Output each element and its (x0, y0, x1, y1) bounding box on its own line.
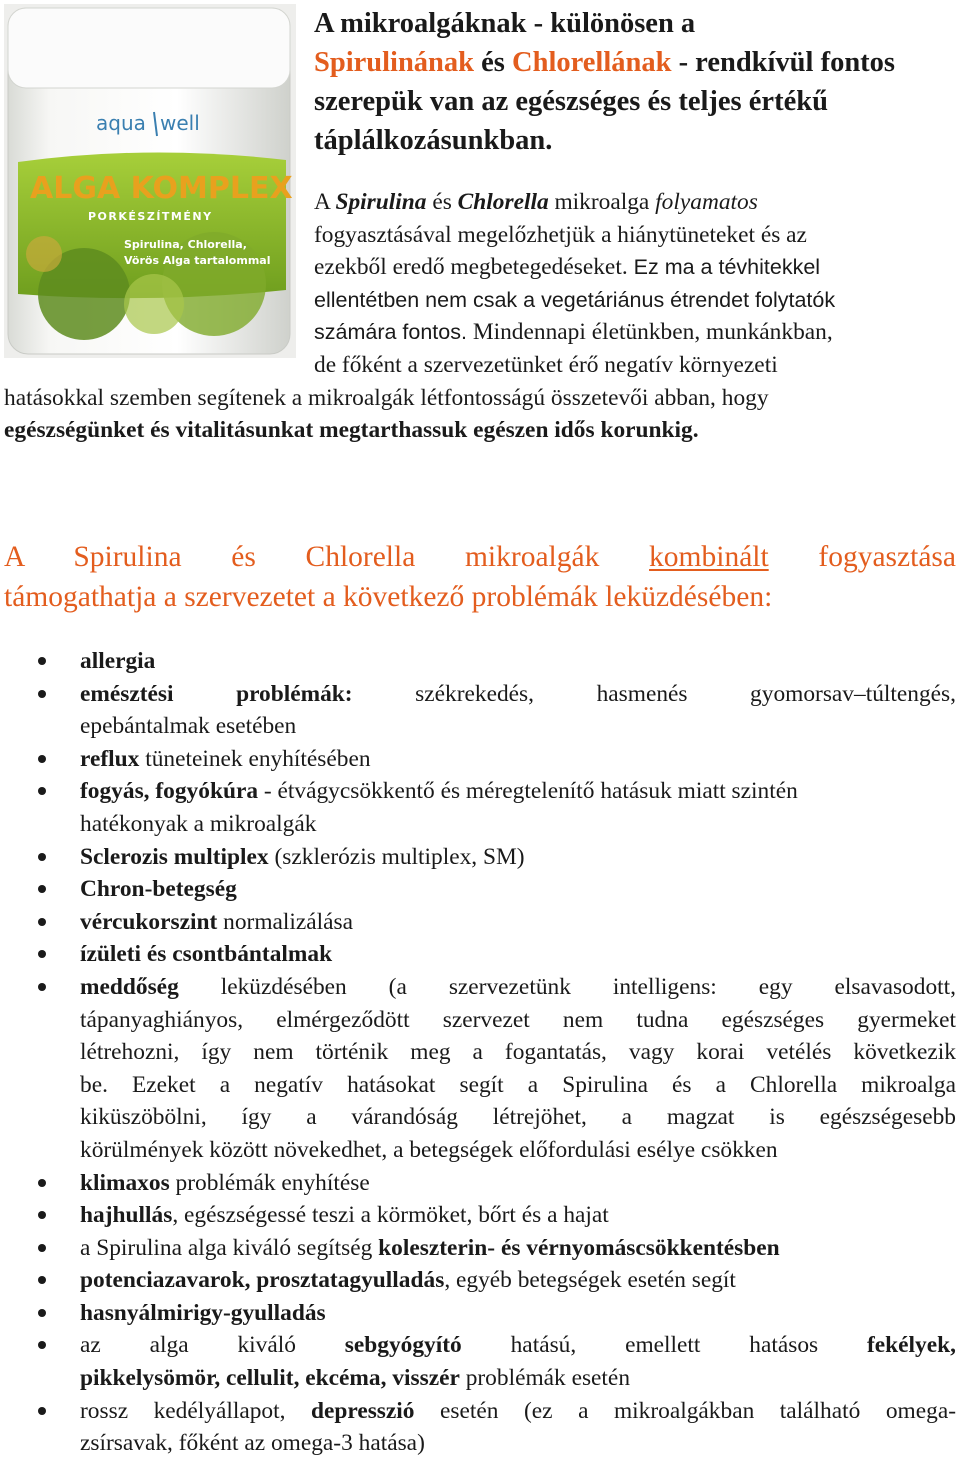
list-item: meddőség leküzdésében (a szervezetünk intelligens: egy elsavasodott, tápanyaghiányos, elmérgeződött szervezet nem tudna egészséges gyermeket létrehozni, így nem történik meg a fogantatás, vagy korai vetélés következik be. Ezeket a negatív hatásokat segít a Spirulina és a Chlorella mikroalga kiküszöbölni, így a várandóság létrejöhet, a magzat is egészségesebb körülmények között növekedhet, a betegségek előfordulási esélye csökken (0, 971, 956, 1167)
bullet-icon (38, 1309, 46, 1317)
list-item: Chron-betegség (0, 873, 956, 906)
bullet-icon (38, 657, 46, 665)
list-item: ízületi és csontbántalmak (0, 938, 956, 971)
list-item: hasnyálmirigy-gyulladás (0, 1297, 956, 1330)
bullet-icon (38, 1244, 46, 1252)
bullet-icon (38, 690, 46, 698)
list-item: emésztési problémák: székrekedés, hasmenés gyomorsav–túltengés, epebántalmak esetében (0, 678, 956, 743)
bullet-icon (38, 950, 46, 958)
bullet-icon (38, 1341, 46, 1349)
bullet-icon (38, 1179, 46, 1187)
bullet-icon (38, 1407, 46, 1415)
list-item: vércukorszint normalizálása (0, 906, 956, 939)
svg-text:well: well (160, 111, 200, 135)
bullet-icon (38, 983, 46, 991)
list-item: potenciazavarok, prosztatagyulladás, egyéb betegségek esetén segít (0, 1264, 956, 1297)
headline: A mikroalgáknak - különösen a Spirulinának és Chlorellának - rendkívül fontos szerepük van az egészséges és teljes értékű táplálkozásunkban. (314, 8, 895, 156)
list-item: klimaxos problémák enyhítése (0, 1167, 956, 1200)
product-label-line2: Vörös Alga tartalommal (124, 254, 271, 267)
intro-paragraph: A Spirulina és Chlorella mikroalga folyamatos fogyasztásával megelőzhetjük a hiánytüneteket és az ezekből eredő megbetegedéseket. Ez ma a tévhitekkel ellentétben nem csak a vegetáriánus étrendet folytatók számára fontos. Mindennapi életünkben, munkánkban, de főként a szervezetünket érő negatív környezeti hatásokkal szemben segítenek a mikroalgák létfontosságú összetevői abban, hogy egészségünket és vitalitásunkat megtarthassuk egészen idős korunkig. (4, 189, 836, 444)
list-item: Sclerozis multiplex (szklerózis multiplex, SM) (0, 841, 956, 874)
list-item: reflux tüneteinek enyhítésében (0, 743, 956, 776)
list-item: az alga kiváló sebgyógyító hatású, emellett hatásos fekélyek, pikkelysömör, cellulit, ekcéma, visszér problémák esetén (0, 1329, 956, 1394)
product-name: ALGA KOMPLEX (30, 171, 293, 206)
list-item: hajhullás, egészségessé teszi a körmöket, bőrt és a hajat (0, 1199, 956, 1232)
bullet-icon (38, 853, 46, 861)
bullet-icon (38, 755, 46, 763)
product-label-line1: Spirulina, Chlorella, (124, 238, 247, 251)
bullet-icon (38, 787, 46, 795)
product-type: PORKÉSZÍTMÉNY (88, 210, 213, 223)
problems-list (0, 645, 956, 1460)
section-title: A Spirulina és Chlorella mikroalgák kombinált fogyasztása támogathatja a szervezetet a következő problémák leküzdésében: (4, 541, 956, 613)
list-item: a Spirulina alga kiváló segítség koleszterin- és vérnyomáscsökkentésben (0, 1232, 956, 1265)
bullet-icon (38, 885, 46, 893)
bullet-icon (38, 918, 46, 926)
list-item: fogyás, fogyókúra - étvágycsökkentő és méregtelenítő hatásuk miatt szintén hatékonyak a mikroalgák (0, 775, 956, 840)
list-item: allergia (0, 645, 956, 678)
list-item: rossz kedélyállapot, depresszió esetén (ez a mikroalgákban található omega- zsírsavak, főként az omega-3 hatása) (0, 1395, 956, 1460)
bullet-icon (38, 1276, 46, 1284)
svg-text:aqua: aqua (96, 111, 146, 135)
bullet-icon (38, 1211, 46, 1219)
